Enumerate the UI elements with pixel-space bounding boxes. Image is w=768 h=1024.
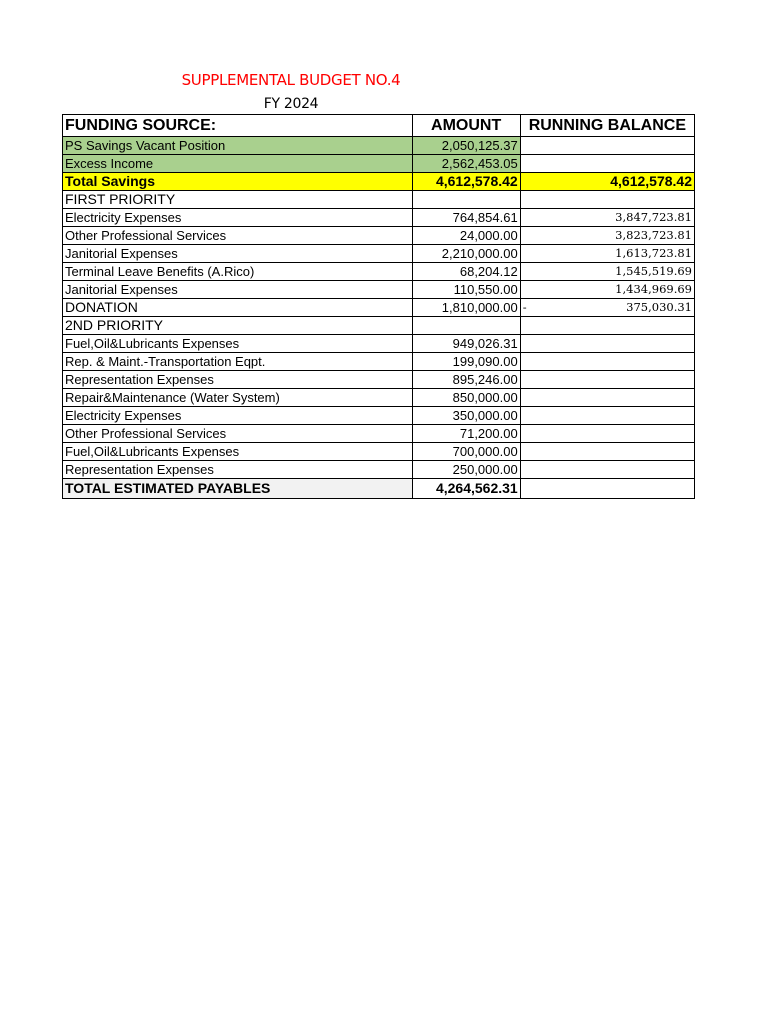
table-row bbox=[63, 245, 695, 263]
table-row bbox=[63, 335, 695, 353]
total-savings-label: Total Savings bbox=[63, 173, 413, 191]
item-balance: 1,545,519.69 bbox=[520, 263, 694, 281]
first-priority-label: FIRST PRIORITY bbox=[63, 191, 413, 209]
donation-amount: 1,810,000.00 bbox=[412, 299, 520, 317]
total-payables-label: TOTAL ESTIMATED PAYABLES bbox=[63, 479, 413, 499]
table-row bbox=[63, 425, 695, 443]
total-payables-amount: 4,264,562.31 bbox=[412, 479, 520, 499]
second-priority-label: 2ND PRIORITY bbox=[63, 317, 413, 335]
item-amount: 71,200.00 bbox=[412, 425, 520, 443]
total-savings-row bbox=[63, 173, 695, 191]
item-amount: 350,000.00 bbox=[412, 407, 520, 425]
table-row bbox=[63, 407, 695, 425]
item-balance: 3,823,723.81 bbox=[520, 227, 694, 245]
item-desc: Representation Expenses bbox=[63, 371, 413, 389]
item-desc: Other Professional Services bbox=[63, 227, 413, 245]
fiscal-year: FY 2024 bbox=[263, 96, 319, 112]
item-amount: 764,854.61 bbox=[412, 209, 520, 227]
dash-mark: - bbox=[522, 300, 527, 314]
table-row bbox=[63, 461, 695, 479]
funding-amount: 2,050,125.37 bbox=[412, 137, 520, 155]
table-row bbox=[63, 209, 695, 227]
first-priority-header bbox=[63, 191, 695, 209]
item-desc: Janitorial Expenses bbox=[63, 281, 413, 299]
table-row bbox=[63, 353, 695, 371]
item-amount: 68,204.12 bbox=[412, 263, 520, 281]
table-row bbox=[63, 263, 695, 281]
item-balance: 1,434,969.69 bbox=[520, 281, 694, 299]
funding-balance bbox=[520, 155, 694, 173]
budget-table bbox=[62, 114, 695, 499]
item-desc: Other Professional Services bbox=[63, 425, 413, 443]
donation-balance-cell bbox=[520, 299, 694, 317]
header-amount: AMOUNT bbox=[412, 115, 520, 137]
item-balance: 3,847,723.81 bbox=[520, 209, 694, 227]
total-payables-row bbox=[63, 479, 695, 499]
header-funding-source: FUNDING SOURCE: bbox=[63, 115, 413, 137]
table-row bbox=[63, 443, 695, 461]
item-balance: 1,613,723.81 bbox=[520, 245, 694, 263]
item-amount: 700,000.00 bbox=[412, 443, 520, 461]
item-amount: 250,000.00 bbox=[412, 461, 520, 479]
item-desc: Rep. & Maint.-Transportation Eqpt. bbox=[63, 353, 413, 371]
item-desc: Electricity Expenses bbox=[63, 407, 413, 425]
donation-label: DONATION bbox=[63, 299, 413, 317]
header-row bbox=[63, 115, 695, 137]
table-row bbox=[63, 227, 695, 245]
funding-desc: Excess Income bbox=[63, 155, 413, 173]
item-desc: Representation Expenses bbox=[63, 461, 413, 479]
item-amount: 24,000.00 bbox=[412, 227, 520, 245]
funding-amount: 2,562,453.05 bbox=[412, 155, 520, 173]
table-row bbox=[63, 281, 695, 299]
item-amount: 199,090.00 bbox=[412, 353, 520, 371]
item-desc: Terminal Leave Benefits (A.Rico) bbox=[63, 263, 413, 281]
funding-desc: PS Savings Vacant Position bbox=[63, 137, 413, 155]
item-desc: Fuel,Oil&Lubricants Expenses bbox=[63, 335, 413, 353]
second-priority-header bbox=[63, 317, 695, 335]
document-title: SUPPLEMENTAL BUDGET NO.4 bbox=[181, 71, 401, 89]
donation-row bbox=[63, 299, 695, 317]
item-desc: Electricity Expenses bbox=[63, 209, 413, 227]
item-amount: 110,550.00 bbox=[412, 281, 520, 299]
funding-balance bbox=[520, 137, 694, 155]
total-savings-amount: 4,612,578.42 bbox=[412, 173, 520, 191]
table-row bbox=[63, 389, 695, 407]
header-running-balance: RUNNING BALANCE bbox=[520, 115, 694, 137]
item-amount: 850,000.00 bbox=[412, 389, 520, 407]
funding-row bbox=[63, 155, 695, 173]
donation-balance: 375,030.31 bbox=[626, 300, 692, 314]
item-desc: Repair&Maintenance (Water System) bbox=[63, 389, 413, 407]
item-amount: 895,246.00 bbox=[412, 371, 520, 389]
total-savings-balance: 4,612,578.42 bbox=[520, 173, 694, 191]
item-amount: 949,026.31 bbox=[412, 335, 520, 353]
funding-row bbox=[63, 137, 695, 155]
item-desc: Janitorial Expenses bbox=[63, 245, 413, 263]
table-row bbox=[63, 371, 695, 389]
item-amount: 2,210,000.00 bbox=[412, 245, 520, 263]
item-desc: Fuel,Oil&Lubricants Expenses bbox=[63, 443, 413, 461]
